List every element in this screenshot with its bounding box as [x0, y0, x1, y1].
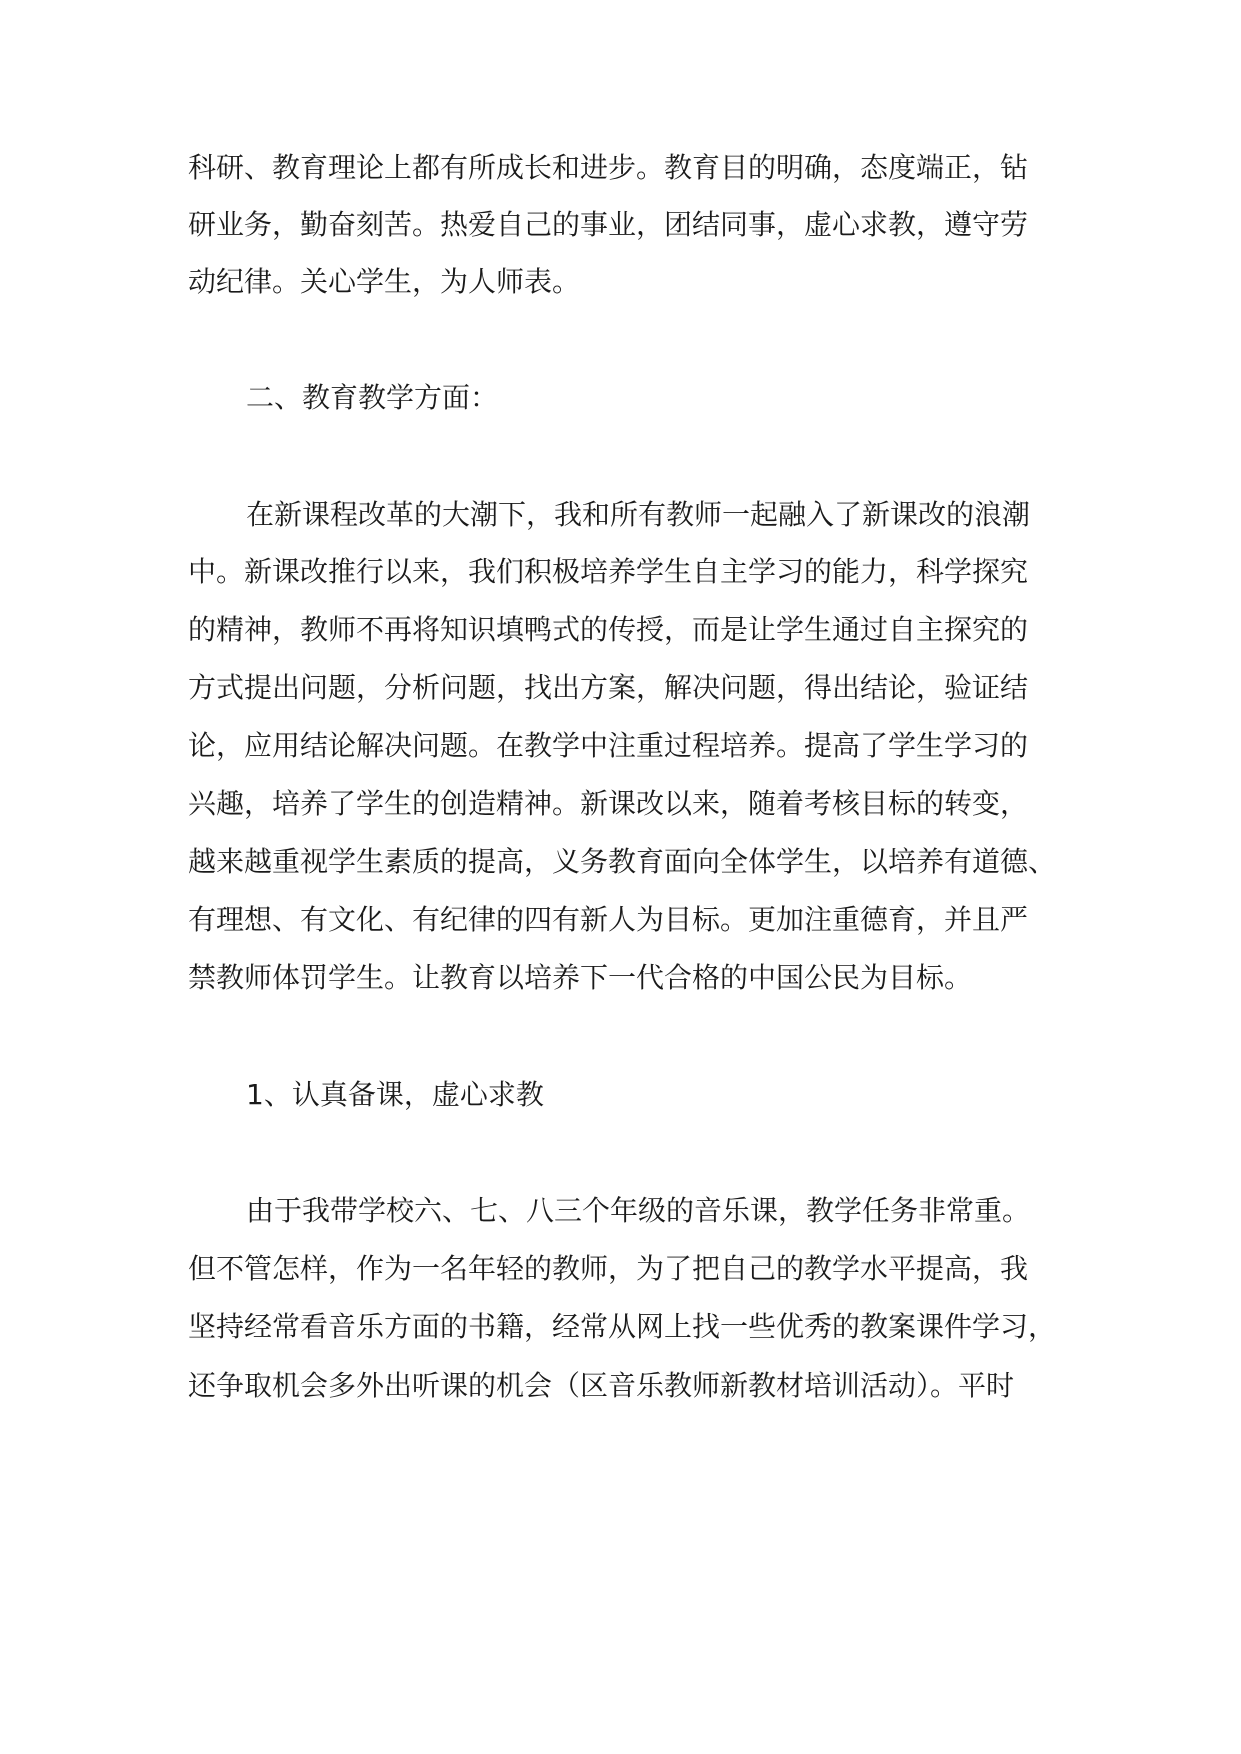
text-line: 由于我带学校六、七、八三个年级的音乐课，教学任务非常重。 [246, 1194, 1031, 1227]
text-line: 在新课程改革的大潮下，我和所有教师一起融入了新课改的浪潮 [246, 498, 1031, 531]
text-line: 坚持经常看音乐方面的书籍，经常从网上找一些优秀的教案课件学习， [188, 1310, 1057, 1343]
text-line: 还争取机会多外出听课的机会（区音乐教师新教材培训活动）。平时 [188, 1369, 1015, 1402]
subsection-heading: 1、认真备课，虚心求教 [246, 1078, 544, 1111]
text-line: 科研、教育理论上都有所成长和进步。教育目的明确，态度端正，钻 [188, 151, 1029, 184]
text-line: 兴趣，培养了学生的创造精神。新课改以来，随着考核目标的转变， [188, 787, 1029, 820]
section-heading: 二、教育教学方面： [246, 381, 499, 414]
text-line: 中。新课改推行以来，我们积极培养学生自主学习的能力，科学探究 [188, 555, 1029, 588]
text-line: 越来越重视学生素质的提高，义务教育面向全体学生，以培养有道德、 [188, 845, 1057, 878]
text-line: 有理想、有文化、有纪律的四有新人为目标。更加注重德育，并且严 [188, 903, 1029, 936]
text-line: 方式提出问题，分析问题，找出方案，解决问题，得出结论，验证结 [188, 671, 1029, 704]
text-line: 禁教师体罚学生。让教育以培养下一代合格的中国公民为目标。 [188, 961, 973, 994]
text-line: 但不管怎样，作为一名年轻的教师，为了把自己的教学水平提高，我 [188, 1252, 1029, 1285]
text-line: 论，应用结论解决问题。在教学中注重过程培养。提高了学生学习的 [188, 729, 1029, 762]
text-line: 研业务，勤奋刻苦。热爱自己的事业，团结同事，虚心求教，遵守劳 [188, 208, 1029, 241]
text-line: 动纪律。关心学生，为人师表。 [188, 265, 581, 298]
text-line: 的精神，教师不再将知识填鸭式的传授，而是让学生通过自主探究的 [188, 613, 1029, 646]
